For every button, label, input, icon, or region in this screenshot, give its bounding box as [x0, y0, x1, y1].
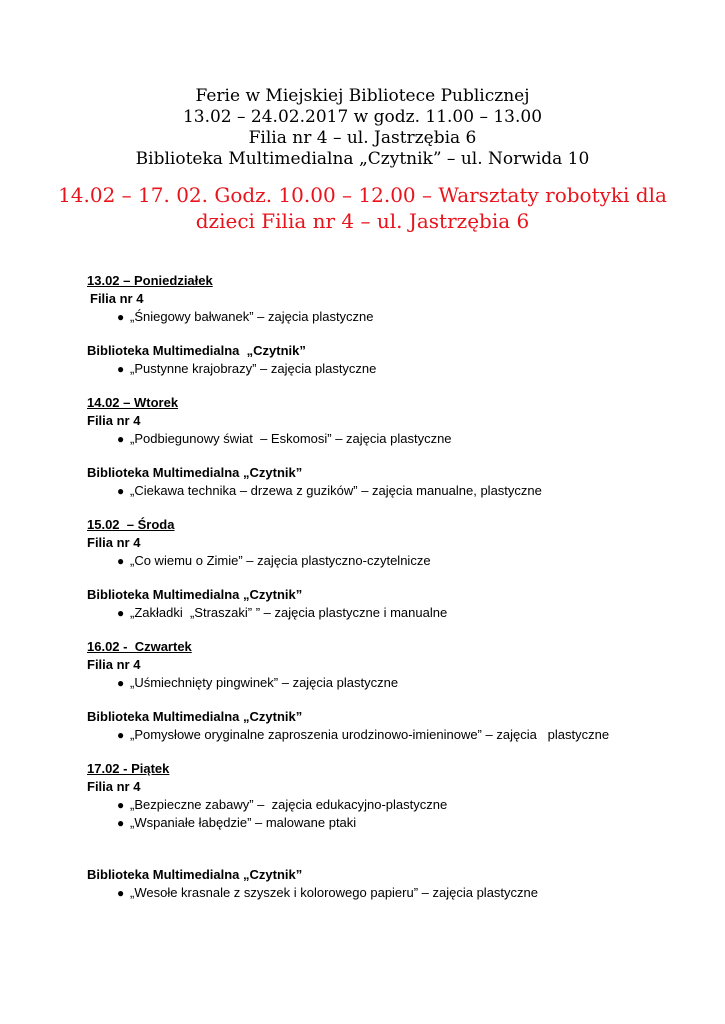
bullet-icon: ●: [117, 676, 125, 690]
venue-czytnik-label: Biblioteka Multimedialna „Czytnik”: [87, 867, 303, 882]
activity-text: „Co wiemu o Zimie” – zajęcia plastyczno-czytelnicze: [130, 553, 431, 568]
day-heading: 16.02 - Czwartek: [87, 639, 192, 654]
list-item: [117, 726, 707, 744]
robotics-notice-line-1: 14.02 – 17. 02. Godz. 10.00 – 12.00 – Warsztaty robotyki dla: [58, 183, 667, 207]
robotics-notice-line-2: dzieci Filia nr 4 – ul. Jastrzębia 6: [195, 209, 530, 233]
bullet-icon: ●: [117, 554, 125, 568]
day-heading: 13.02 – Poniedziałek: [87, 273, 213, 288]
day-section: [87, 394, 707, 500]
list-item: [117, 308, 707, 326]
list-item: [117, 884, 707, 902]
robotics-workshop-notice: [0, 182, 725, 234]
activity-text: „Zakładki „Straszaki” ” – zajęcia plastyczne i manualne: [130, 605, 448, 620]
header-branch-address: Filia nr 4 – ul. Jastrzębia 6: [248, 128, 477, 148]
activity-text: „Pustynne krajobrazy” – zajęcia plastyczne: [130, 361, 377, 376]
venue-czytnik-label: Biblioteka Multimedialna „Czytnik”: [87, 709, 303, 724]
document-header: [0, 86, 725, 234]
list-item: [117, 796, 707, 814]
activity-list: [87, 726, 707, 744]
bullet-icon: ●: [117, 362, 125, 376]
activity-list: [87, 552, 707, 570]
venue-czytnik-label: Biblioteka Multimedialna „Czytnik”: [87, 465, 303, 480]
activity-text: „Uśmiechnięty pingwinek” – zajęcia plastyczne: [130, 675, 399, 690]
activity-text: „Ciekawa technika – drzewa z guzików” – zajęcia manualne, plastyczne: [130, 483, 542, 498]
list-item: [117, 674, 707, 692]
header-title: Ferie w Miejskiej Bibliotece Publicznej: [195, 86, 530, 106]
activity-list: [87, 604, 707, 622]
bullet-icon: ●: [117, 432, 125, 446]
bullet-icon: ●: [117, 728, 125, 742]
day-heading: 14.02 – Wtorek: [87, 395, 179, 410]
activity-text: „Bezpieczne zabawy” – zajęcia edukacyjno-plastyczne: [130, 797, 448, 812]
day-heading: 17.02 - Piątek: [87, 761, 170, 776]
bullet-icon: ●: [117, 606, 125, 620]
venue-filia-label: Filia nr 4: [87, 413, 141, 428]
list-item: [117, 814, 707, 832]
venue-filia-label: Filia nr 4: [87, 535, 141, 550]
list-item: [117, 430, 707, 448]
day-section: [87, 638, 707, 744]
activity-list: [87, 360, 707, 378]
venue-filia-label: Filia nr 4: [87, 779, 141, 794]
activity-text: „Podbiegunowy świat – Eskomosi” – zajęcia plastyczne: [130, 431, 452, 446]
bullet-icon: ●: [117, 886, 125, 900]
activity-list: [87, 430, 707, 448]
activity-list: [87, 482, 707, 500]
day-heading: 15.02 – Środa: [87, 517, 175, 532]
activity-text: „Wspaniałe łabędzie” – malowane ptaki: [130, 815, 357, 830]
list-item: [117, 604, 707, 622]
venue-czytnik-label: Biblioteka Multimedialna „Czytnik”: [87, 587, 303, 602]
bullet-icon: ●: [117, 310, 125, 324]
bullet-icon: ●: [117, 484, 125, 498]
activity-list: [87, 796, 707, 832]
day-section: [87, 272, 707, 378]
day-section: [87, 516, 707, 622]
list-item: [117, 482, 707, 500]
header-dates: 13.02 – 24.02.2017 w godz. 11.00 – 13.00: [182, 107, 543, 127]
activity-text: „Śniegowy bałwanek” – zajęcia plastyczne: [130, 309, 374, 324]
day-section: [87, 760, 707, 902]
venue-czytnik-label: Biblioteka Multimedialna „Czytnik”: [87, 343, 306, 358]
list-item: [117, 552, 707, 570]
activity-text: „Wesołe krasnale z szyszek i kolorowego papieru” – zajęcia plastyczne: [130, 885, 539, 900]
venue-filia-label: Filia nr 4: [87, 657, 141, 672]
venue-filia-label: Filia nr 4: [90, 291, 144, 306]
weekly-schedule: [87, 272, 707, 918]
header-multimedia-library-address: Biblioteka Multimedialna „Czytnik” – ul. Norwida 10: [135, 149, 590, 169]
list-item: [117, 360, 707, 378]
bullet-icon: ●: [117, 816, 125, 830]
activity-text: „Pomysłowe oryginalne zaproszenia urodzinowo-imieninowe” – zajęcia plastyczne: [130, 727, 610, 742]
activity-list: [87, 674, 707, 692]
activity-list: [87, 308, 707, 326]
activity-list: [87, 884, 707, 902]
bullet-icon: ●: [117, 798, 125, 812]
